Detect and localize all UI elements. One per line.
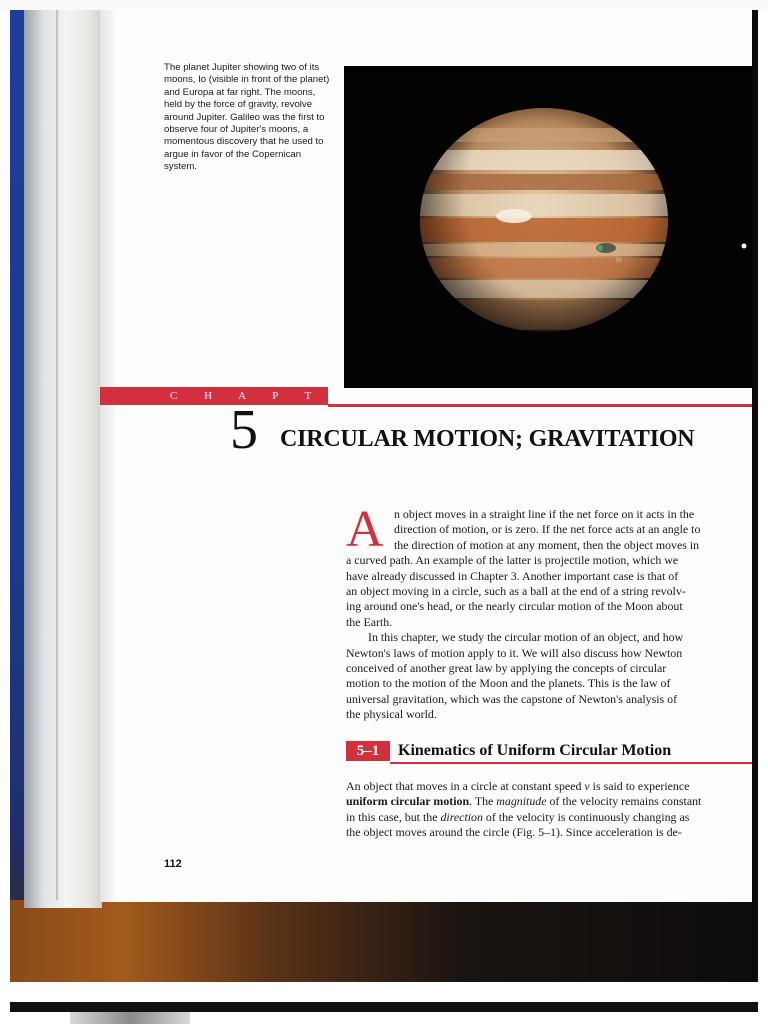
section-line: in this case, but the direction of the velocity is continuously changing as — [346, 809, 690, 824]
section-text — [346, 779, 752, 841]
intro-line: a curved path. An example of the latter is projectile motion, which we — [346, 553, 679, 568]
intro-line: conceived of another great law by applying the concepts of circular — [346, 660, 667, 675]
intro-line: the Earth. — [346, 614, 393, 629]
section-line: the object moves around the circle (Fig. 5–1). Since acceleration is de- — [346, 825, 682, 840]
intro-line: the physical world. — [346, 707, 437, 722]
intro-line: motion to the motion of the Moon and the planets. This is the law of — [346, 676, 671, 691]
section-rule — [390, 762, 752, 764]
section-title: Kinematics of Uniform Circular Motion — [398, 742, 672, 759]
page-number: 112 — [164, 858, 182, 870]
section-line: An object that moves in a circle at constant speed v is said to experience — [346, 779, 690, 793]
photo-caption: The planet Jupiter showing two of its moons, Io (visible in front of the planet) and Europa at far right. The moons, held by the force of gravity, revolve around Jupiter. Galileo was the first to observe four of Jupiter's moons, a momentous discovery that he used to argue in favor of the Copernican system. — [164, 62, 330, 173]
jupiter-image — [344, 66, 752, 388]
moon-label: Io — [616, 257, 622, 264]
intro-line: ing around one's head, or the nearly circular motion of the Moon about — [346, 599, 683, 614]
drop-cap: A — [346, 501, 384, 558]
book-edge-line — [56, 10, 58, 900]
chapter-title: CIRCULAR MOTION; GRAVITATION — [280, 426, 695, 452]
book-page-edges — [24, 10, 102, 908]
intro-text — [346, 501, 752, 722]
intro-line: direction of motion, or is zero. If the net force acts at an angle to — [394, 522, 701, 537]
scan-bottom-gray — [70, 1012, 190, 1024]
scan-right-edge — [752, 10, 758, 980]
jupiter-photo — [344, 66, 752, 388]
intro-paragraphs — [346, 501, 752, 722]
scan-bottom-line — [10, 1002, 758, 1012]
io-moon — [597, 245, 603, 251]
chapter-label: C H A P T E R — [100, 387, 328, 405]
chapter-number: 5 — [230, 399, 258, 461]
intro-line: the direction of motion at any moment, then the object moves in — [394, 537, 700, 552]
intro-line: Newton's laws of motion apply to it. We will also discuss how Newton — [346, 645, 683, 660]
intro-line: universal gravitation, which was the capstone of Newton's analysis of — [346, 691, 678, 706]
section-number: 5–1 — [346, 741, 390, 761]
intro-line: n object moves in a straight line if the net force on it acts in the — [394, 507, 695, 521]
intro-line: In this chapter, we study the circular motion of an object, and how — [368, 630, 684, 645]
page-gutter-shadow — [100, 10, 118, 902]
chapter-rule — [328, 404, 752, 407]
intro-line: an object moving in a circle, such as a ball at the end of a string revolv- — [346, 583, 686, 598]
scan-bottom-background — [10, 900, 758, 982]
section-paragraph — [346, 779, 752, 841]
europa-moon — [742, 244, 747, 249]
section-line: uniform circular motion. The magnitude of the velocity remains constant — [346, 794, 702, 809]
intro-line: have already discussed in Chapter 3. Another important case is that of — [346, 568, 679, 583]
